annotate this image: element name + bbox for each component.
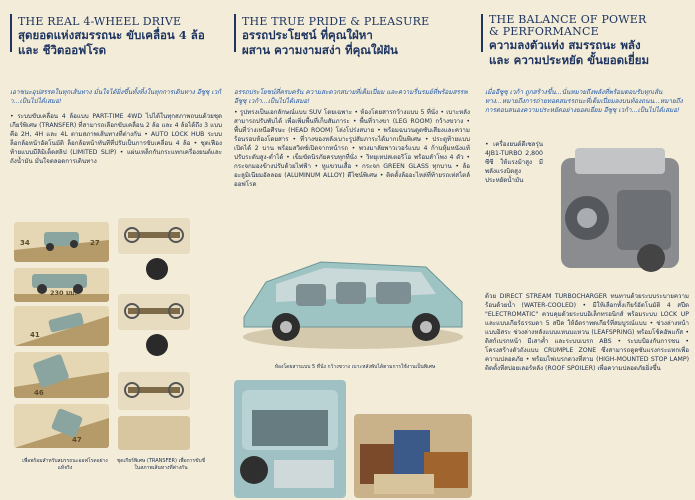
- section-title-4wd: [18, 16, 228, 58]
- caption-offroad: เพื่อพร้อมสำหรับสมรรถนะออฟโรดอย่างแท้จริง: [22, 458, 108, 471]
- title-thai-line2: และ ชีวิตออฟโรด: [18, 43, 107, 57]
- cutaway-vehicle-image: [236, 222, 470, 357]
- title-thai-line2: และ ความประหยัด ขั้นยอดเยี่ยม: [489, 53, 650, 67]
- clearance-label: 230 มม.: [50, 289, 77, 297]
- column-power: [475, 0, 695, 500]
- title-english: THE REAL 4-WHEEL DRIVE: [18, 15, 182, 28]
- caption-transfer: ชุดเกียร์พิเศษ (TRANSFER) เพื่อการขับขี่ในสภาพเส้นทางที่ต่างกัน: [116, 458, 206, 471]
- engine-summary: • เครื่องยนต์ดีเซลรุ่น 4JB1-TURBO 2,800 ซีซี ให้แรงม้าสูง มีพลังแรงบิดสูง ประหยัดน้ำมัน: [485, 141, 543, 184]
- intro-text: อรรถประโยชน์ที่ครบครัน ความสะดวกสบายที่เต็มเปี่ยม และความรื่นรมย์ที่พร้อมสรรพ อีซูซุ เวก้า...เป็นไปได้เสมอ!: [234, 88, 468, 105]
- angle-label-46: 46: [34, 389, 44, 397]
- engine-image: [547, 138, 693, 288]
- transfer-icon: [146, 258, 168, 280]
- intro-text: เมื่ออีซูซุ เวก้า ถูกสร้างขึ้น...นั่นหมายถึงพลังที่พร้อมตอบรับทุกเส้นทาง...หมายถึงการถ่ายทอดสมรรถนะที่เต็มเปี่ยมลงบนท้องถนน...หมายถึงการตอบสนองความประหยัดอย่างยอดเยี่ยม อีซูซุ เวก้า...เป็นไปได้เสมอ!: [485, 88, 683, 114]
- column-4wd: [0, 0, 230, 500]
- title-thai-line1: ความลงตัวแห่ง สมรรถนะ พลัง: [489, 38, 641, 52]
- title-thai-line1: อรรถประโยชน์ ที่คุณใฝ่หา: [242, 28, 373, 42]
- angle-label-34: 34: [20, 239, 30, 247]
- chassis-diagram-2: [118, 294, 190, 330]
- angle-label-41: 41: [30, 331, 40, 339]
- hill-climb-illustration: [14, 306, 109, 346]
- chassis-diagram-1: [118, 218, 190, 254]
- caption-cabin: ห้องโดยสารแบบ 5 ที่นั่ง กว้างขวาง เบาะหลังพับได้ตามการใช้งานเป็นพิเศษ: [274, 364, 436, 370]
- section-title-pride: [242, 16, 472, 58]
- tilt-angle-illustration: [14, 352, 109, 398]
- angle-label-47: 47: [72, 436, 82, 444]
- title-english: THE TRUE PRIDE & PLEASURE: [242, 15, 430, 28]
- title-english-line1: THE BALANCE OF POWER: [489, 13, 647, 26]
- body-text: • ระบบขับเคลื่อน 4 ล้อแบบ PART-TIME 4WD ไปได้ในทุกสภาพถนนด้วยชุดเกียร์พิเศษ (TRANSFER) ที่สามารถเลือกขับเคลื่อน 2 ล้อ และ 4 ล้อได้ถึง 3 แบบ คือ 2H, 4H และ 4L ตามสภาพเส้นทางที่ต่างกัน • AUTO LOCK HUB ระบบล็อกล้อหน้าอัตโนมัติ ล็อกล้อหน้าทันทีที่ปรับเป็นการขับเคลื่อน 4 ล้อ • ชุดเฟืองท้ายแบบมีลิมิเต็ดสลิป (LIMITED SLIP) • แผ่นเหล็กกันกระแทกเครื่องยนต์และถังน้ำมัน มั่นใจตลอดการเดินทาง: [10, 113, 222, 165]
- title-rule: [10, 14, 12, 52]
- lock-hub-icon: [146, 334, 168, 356]
- section-title-power: [489, 14, 693, 68]
- column-pride: [230, 0, 475, 500]
- title-rule: [234, 14, 236, 52]
- body-text: ด้วย DIRECT STREAM TURBOCHARGER ทนทานด้วยระบบระบายความร้อนด้วยน้ำ (WATER-COOLED) • มีให้เลือกทั้งเกียร์อัตโนมัติ 4 สปีด "ELECTROMATIC" ควบคุมด้วยระบบอิเล็กทรอนิกส์ พร้อมระบบ LOCK UP และแบบเกียร์ธรรมดา 5 สปีด ให้อัตราทดเกียร์ที่สมบูรณ์แบบ • ช่วงล่างหน้าแบบอิสระ ช่วงล่างหลังแบบแหนบแหวน (LEAFSPRING) พร้อมโช้คอัพแก๊ส • ดิสก์เบรกหน้า มีเสาค้ำ และระบบเบรก ABS • ระบบป้องกันการชน • โครงสร้างตัวถังแบบ CRUMPLE ZONE ซึ่งสามารถดูดซับแรงกระแทกเพื่อความปลอดภัย • พร้อมไฟเบรกดวงที่สาม (HIGH-MOUNTED STOP LAMP) ติดตั้งที่สปอยเลอร์หลัง (ROOF SPOILER) เพื่อความปลอดภัยยิ่งขึ้น: [485, 293, 689, 372]
- rear-cargo-image: [234, 380, 346, 498]
- title-thai-line2: ผสาน ความงามสง่า ที่คุณใฝ่ฝัน: [242, 43, 398, 57]
- title-thai-line1: สุดยอดแห่งสมรรถนะ ขับเคลื่อน 4 ล้อ: [18, 28, 205, 42]
- skid-plate-diagram: [118, 416, 190, 450]
- intro-text: เอาชนะอุปสรรคในทุกเส้นทาง มั่นใจได้ยิ่งขึ้นทั้งทิ้งในทุกการเดินทาง อีซูซุ เวก้า...เป็นไปได้เสมอ!: [10, 88, 222, 105]
- side-slope-illustration: [14, 404, 109, 448]
- title-rule: [481, 14, 483, 52]
- luggage-image: [354, 414, 472, 498]
- body-text: • รูปทรงเป็นเอกลักษณ์แบบ SUV โดยเฉพาะ • ห้องโดยสารกว้างแบบ 5 ที่นั่ง • เบาะหลังสามารถปรับพับได้ เพื่อเพิ่มพื้นที่เก็บสัมภาระ • พื้นที่วางขา (LEG ROOM) กว้างขวาง • พื้นที่ว่างเหนือศีรษะ (HEAD ROOM) โล่งโปร่งสบาย • พร้อมฉนวนดูดซับเสียงและความร้อนรอบห้องโดยสาร • ที่วางของหลังเบาะรูปสัมภาระได้มากเป็นพิเศษ • ประตูท้ายแบบเปิดได้ 2 บาน พร้อมสวิตซ์เปิดจากหน้ารถ • พวงมาลัยพาวเวอร์แบบ 4 ก้านหุ้มหนังแท้ ปรับระดับสูง-ต่ำได้ • เข็มขัดนิรภัยครบทุกที่นั่ง • วิทยุเทปสเตอริโอ พร้อมลำโพง 4 ตัว • กระจกมองข้างปรับด้วยไฟฟ้า • หูแขวนเสื้อ • กระจก GREEN GLASS ทุกบาน • ล้ออะลูมิเนียมอัลลอย (ALUMINUM ALLOY) ดีไซน์พิเศษ • ติดตั้งล้ออะไหล่ที่ท้ายรถเท่สไตล์ออฟโรด: [234, 109, 470, 188]
- angle-label-27: 27: [90, 239, 100, 247]
- chassis-diagram-3: [118, 372, 190, 410]
- title-english-line2: & PERFORMANCE: [489, 25, 599, 38]
